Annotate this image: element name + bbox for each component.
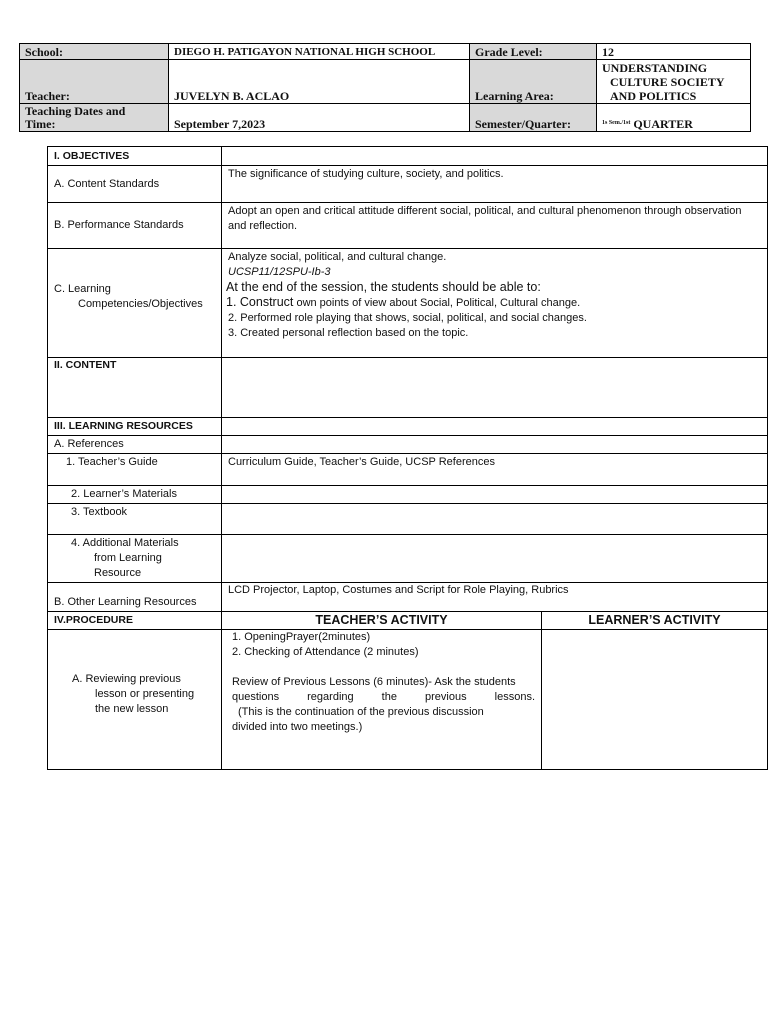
competency-code: UCSP11/12SPU-Ib-3: [228, 266, 331, 278]
procedure-spacer: [228, 660, 535, 675]
reviewing-lesson-label-line: the new lesson: [95, 702, 169, 715]
school-value: DIEGO H. PATIGAYON NATIONAL HIGH SCHOOL: [169, 44, 470, 60]
learning-area-line: UNDERSTANDING: [602, 61, 708, 75]
performance-standards-label: B. Performance Standards: [48, 203, 222, 249]
learning-area-value: [597, 60, 751, 104]
additional-materials-value: [222, 535, 768, 583]
teacher-label: Teacher:: [20, 60, 169, 104]
competency-item: 3. Created personal reflection based on the topic.: [228, 327, 469, 339]
teacher-value: JUVELYN B. ACLAO: [169, 60, 470, 104]
textbook-label: 3. Textbook: [48, 504, 222, 535]
content-value: [222, 358, 768, 418]
content-standards-label: A. Content Standards: [48, 166, 222, 203]
references-label: A. References: [48, 436, 222, 454]
learners-materials-value: [222, 486, 768, 504]
header-table: [19, 43, 751, 132]
additional-materials-label: [48, 535, 222, 583]
learning-competencies-value: [222, 249, 768, 358]
teacher-activity-cell: [222, 630, 542, 770]
competency-item-number: 1. Construct: [226, 295, 294, 309]
teaching-dates-label: [20, 104, 169, 132]
review-text-line: questions regarding the previous lessons.: [232, 691, 535, 703]
grade-level-label: Grade Level:: [470, 44, 597, 60]
learning-area-line: AND POLITICS: [610, 89, 697, 103]
review-text-line: Review of Previous Lessons (6 minutes)- Ask the students: [232, 676, 516, 688]
teaching-dates-label-line: Teaching Dates and: [25, 104, 126, 118]
objectives-empty: [222, 147, 768, 166]
other-resources-value: LCD Projector, Laptop, Costumes and Script for Role Playing, Rubrics: [222, 583, 768, 612]
teacher-activity-heading: TEACHER’S ACTIVITY: [222, 612, 542, 630]
semester-label: Semester/Quarter:: [470, 104, 597, 132]
review-text-line: divided into two meetings.): [232, 721, 363, 733]
competencies-label-line: C. Learning: [54, 282, 111, 295]
textbook-value: [222, 504, 768, 535]
objectives-heading: I. OBJECTIVES: [48, 147, 222, 166]
competencies-label-line: Competencies/Objectives: [78, 297, 203, 310]
additional-materials-line: from Learning: [94, 552, 162, 564]
teaching-dates-label-line: Time:: [25, 117, 56, 131]
grade-level-value: 12: [597, 44, 751, 60]
teachers-guide-value: Curriculum Guide, Teacher’s Guide, UCSP References: [222, 454, 768, 486]
competency-line: Analyze social, political, and cultural change.: [228, 251, 447, 263]
semester-superscript: 1s Sem./1st: [602, 120, 631, 126]
procedure-step: 1. OpeningPrayer(2minutes): [232, 631, 371, 643]
competency-item: 2. Performed role playing that shows, social, political, and social changes.: [228, 312, 587, 324]
additional-materials-line: 4. Additional Materials: [71, 537, 179, 549]
semester-quarter: QUARTER: [633, 117, 693, 131]
procedure-heading: IV.PROCEDURE: [48, 612, 222, 630]
learning-resources-empty: [222, 418, 768, 436]
learning-area-label: Learning Area:: [470, 60, 597, 104]
school-label: School:: [20, 44, 169, 60]
competency-item: [226, 295, 761, 311]
content-standards-value: The significance of studying culture, society, and politics.: [222, 166, 768, 203]
learner-activity-cell: [542, 630, 768, 770]
learners-materials-label: 2. Learner’s Materials: [48, 486, 222, 504]
procedure-step: 2. Checking of Attendance (2 minutes): [232, 646, 419, 658]
competency-item-text: own points of view about Social, Political, Cultural change.: [293, 297, 581, 309]
teachers-guide-label: 1. Teacher’s Guide: [48, 454, 222, 486]
learner-activity-heading: LEARNER’S ACTIVITY: [542, 612, 768, 630]
learning-resources-heading: III. LEARNING RESOURCES: [48, 418, 222, 436]
performance-standards-value: Adopt an open and critical attitude different social, political, and cultural phenomenon through observation and reflection.: [222, 203, 768, 249]
content-heading: II. CONTENT: [48, 358, 222, 418]
teaching-dates-value: September 7,2023: [169, 104, 470, 132]
lesson-plan-table: [47, 146, 768, 770]
reviewing-lesson-label-line: lesson or presenting: [95, 687, 195, 700]
other-resources-label: B. Other Learning Resources: [48, 583, 222, 612]
additional-materials-line: Resource: [94, 567, 142, 579]
competency-intro: At the end of the session, the students should be able to:: [226, 280, 541, 294]
learning-area-line: CULTURE SOCIETY: [610, 75, 725, 89]
reviewing-lesson-label: [48, 630, 222, 770]
review-text-line: (This is the continuation of the previous discussion: [238, 706, 484, 718]
reviewing-lesson-label-line: A. Reviewing previous: [72, 672, 181, 685]
references-empty: [222, 436, 768, 454]
learning-competencies-label: [48, 249, 222, 358]
semester-value: [597, 104, 751, 132]
